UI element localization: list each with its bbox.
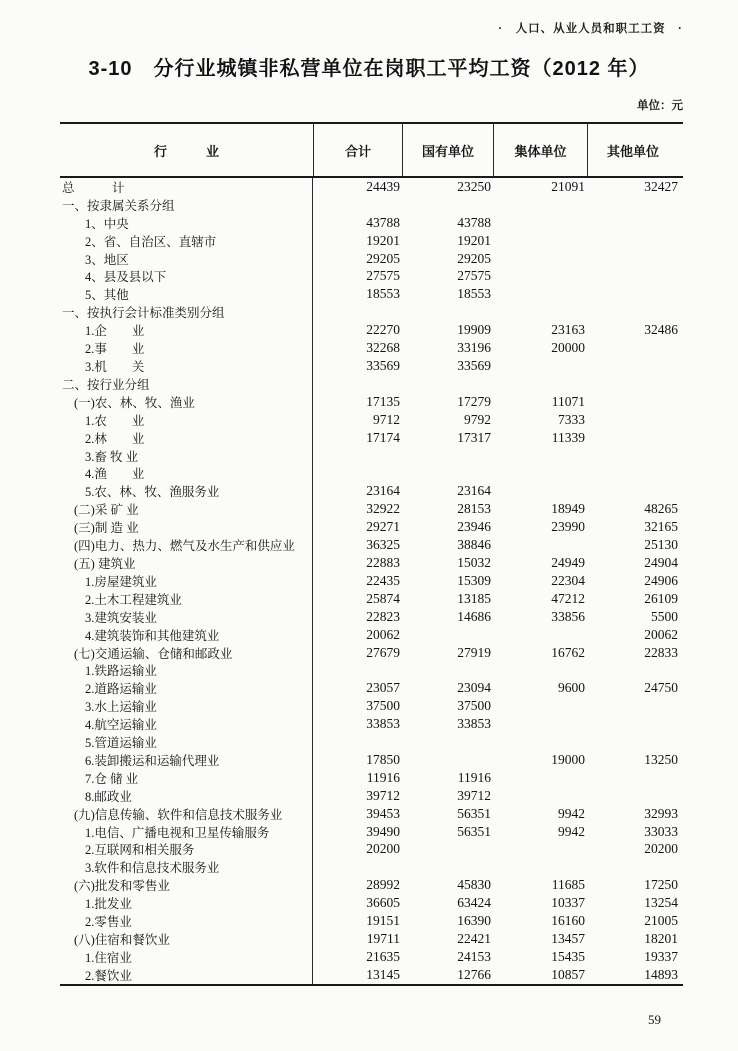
table-row [60, 196, 683, 214]
row-label: 6.装卸搬运和运输代理业 [60, 751, 313, 769]
row-label: 3.水上运输业 [60, 697, 313, 715]
row-value-total: 21635 [366, 948, 400, 964]
row-value-other: 25130 [644, 537, 678, 553]
row-value-state-owned: 63424 [457, 895, 491, 911]
row-value-other: 14893 [644, 966, 678, 982]
row-value-total: 22435 [366, 572, 400, 588]
row-value-state-owned: 29205 [457, 250, 491, 266]
row-label: 4.渔 业 [60, 465, 313, 483]
table-row [60, 679, 683, 697]
row-value-collective: 33856 [551, 608, 585, 624]
row-label: 2.零售业 [60, 912, 313, 930]
row-value-total: 17850 [366, 751, 400, 767]
row-label: 1、中央 [60, 214, 313, 232]
running-head [498, 20, 683, 36]
row-value-total: 36325 [366, 537, 400, 553]
row-value-total: 43788 [366, 214, 400, 230]
row-value-other: 13250 [644, 751, 678, 767]
row-label: 3.建筑安装业 [60, 608, 313, 626]
row-value-state-owned: 14686 [457, 608, 491, 624]
table-row [60, 268, 683, 286]
row-value-state-owned: 28153 [457, 501, 491, 517]
row-value-total: 9712 [373, 411, 400, 427]
table-row [60, 930, 683, 948]
table-row [60, 393, 683, 411]
row-value-state-owned: 13185 [457, 590, 491, 606]
row-value-state-owned: 17317 [457, 429, 491, 445]
row-value-total: 33853 [366, 716, 400, 732]
table-row [60, 912, 683, 930]
row-label: (二)采 矿 业 [60, 500, 313, 518]
row-value-total: 11916 [366, 769, 400, 785]
row-value-collective: 23163 [551, 322, 585, 338]
row-value-total: 32268 [366, 340, 400, 356]
row-value-state-owned: 9792 [464, 411, 491, 427]
table-row [60, 482, 683, 500]
row-value-total: 20200 [366, 841, 400, 857]
row-label: 1.房屋建筑业 [60, 572, 313, 590]
row-value-state-owned: 37500 [457, 698, 491, 714]
row-value-collective: 11685 [551, 877, 585, 893]
row-value-collective: 21091 [551, 178, 585, 194]
row-label: 1.铁路运输业 [60, 661, 313, 679]
row-value-collective: 10857 [551, 966, 585, 982]
row-value-total: 19711 [366, 931, 400, 947]
row-value-total: 24439 [366, 178, 400, 194]
row-label: 4.建筑装饰和其他建筑业 [60, 626, 313, 644]
row-value-total: 17174 [366, 429, 400, 445]
wage-table [60, 122, 683, 986]
row-value-total: 19201 [366, 232, 400, 248]
row-value-collective: 16160 [551, 913, 585, 929]
row-value-state-owned: 27575 [457, 268, 491, 284]
table-row [60, 948, 683, 966]
row-value-collective: 16762 [551, 644, 585, 660]
row-value-other: 24904 [644, 554, 678, 570]
row-value-collective: 22304 [551, 572, 585, 588]
row-label: 二、按行业分组 [60, 375, 313, 393]
row-label: 一、按隶属关系分组 [60, 196, 313, 214]
table-row [60, 554, 683, 572]
row-value-total: 27575 [366, 268, 400, 284]
row-value-other: 32993 [644, 805, 678, 821]
table-row [60, 644, 683, 662]
table-row [60, 626, 683, 644]
row-value-other: 19337 [644, 948, 678, 964]
table-row [60, 375, 683, 393]
row-value-state-owned: 33569 [457, 358, 491, 374]
table-row [60, 429, 683, 447]
row-value-other: 48265 [644, 501, 678, 517]
row-value-state-owned: 19909 [457, 322, 491, 338]
row-label: 2.事 业 [60, 339, 313, 357]
row-value-total: 32922 [366, 501, 400, 517]
row-label: 3.机 关 [60, 357, 313, 375]
row-value-other: 32427 [644, 178, 678, 194]
row-value-collective: 10337 [551, 895, 585, 911]
row-value-collective: 11339 [551, 429, 585, 445]
table-row [60, 536, 683, 554]
row-value-total: 33569 [366, 358, 400, 374]
row-value-collective: 9942 [558, 823, 585, 839]
row-value-total: 25874 [366, 590, 400, 606]
row-label: (九)信息传输、软件和信息技术服务业 [60, 805, 313, 823]
row-label: 2、省、自治区、直辖市 [60, 232, 313, 250]
row-value-collective: 24949 [551, 554, 585, 570]
table-row [60, 733, 683, 751]
table-row [60, 805, 683, 823]
row-value-collective: 9600 [558, 680, 585, 696]
row-value-total: 18553 [366, 286, 400, 302]
row-label: 5、其他 [60, 285, 313, 303]
row-label: 2.土木工程建筑业 [60, 590, 313, 608]
row-value-other: 20062 [644, 626, 678, 642]
table-row [60, 697, 683, 715]
row-value-total: 20062 [366, 626, 400, 642]
row-value-collective: 47212 [551, 590, 585, 606]
table-header-row [60, 122, 683, 178]
table-row [60, 823, 683, 841]
row-value-state-owned: 23946 [457, 519, 491, 535]
row-value-other: 21005 [644, 913, 678, 929]
row-label: 8.邮政业 [60, 787, 313, 805]
col-header-state-owned: 国有单位 [402, 124, 493, 176]
row-label: 4.航空运输业 [60, 715, 313, 733]
unit-label: 单位：元 [637, 100, 683, 112]
row-value-total: 36605 [366, 895, 400, 911]
row-value-state-owned: 18553 [457, 286, 491, 302]
row-value-total: 13145 [366, 966, 400, 982]
row-label: 5.农、林、牧、渔服务业 [60, 482, 313, 500]
table-row [60, 572, 683, 590]
row-label: 3.软件和信息技术服务业 [60, 858, 313, 876]
row-value-collective: 18949 [551, 501, 585, 517]
row-value-total: 39453 [366, 805, 400, 821]
row-value-total: 39490 [366, 823, 400, 839]
row-value-total: 23164 [366, 483, 400, 499]
row-label: (四)电力、热力、燃气及水生产和供应业 [60, 536, 313, 554]
row-label: 2.道路运输业 [60, 679, 313, 697]
row-value-collective: 7333 [558, 411, 585, 427]
table-row [60, 285, 683, 303]
table-row [60, 858, 683, 876]
row-label: 1.住宿业 [60, 948, 313, 966]
row-value-state-owned: 33853 [457, 716, 491, 732]
row-value-collective: 19000 [551, 751, 585, 767]
col-header-collective: 集体单位 [493, 124, 587, 176]
row-value-collective: 15435 [551, 948, 585, 964]
table-row [60, 339, 683, 357]
row-value-other: 17250 [644, 877, 678, 893]
table-row [60, 303, 683, 321]
row-value-state-owned: 16390 [457, 913, 491, 929]
row-value-state-owned: 56351 [457, 823, 491, 839]
row-value-state-owned: 12766 [457, 966, 491, 982]
row-value-other: 5500 [651, 608, 678, 624]
col-header-industry: 行 业 [153, 143, 219, 159]
table-row [60, 841, 683, 859]
table-row [60, 357, 683, 375]
row-value-other: 22833 [644, 644, 678, 660]
row-value-other: 24750 [644, 680, 678, 696]
table-row [60, 876, 683, 894]
row-value-total: 19151 [366, 913, 400, 929]
row-value-state-owned: 33196 [457, 340, 491, 356]
row-value-state-owned: 43788 [457, 214, 491, 230]
row-value-total: 22883 [366, 554, 400, 570]
row-label: 1.批发业 [60, 894, 313, 912]
row-value-other: 18201 [644, 931, 678, 947]
row-label: 1.农 业 [60, 411, 313, 429]
row-value-total: 28992 [366, 877, 400, 893]
table-row [60, 214, 683, 232]
row-label: (三)制 造 业 [60, 518, 313, 536]
table-row [60, 894, 683, 912]
row-value-other: 33033 [644, 823, 678, 839]
row-value-total: 22270 [366, 322, 400, 338]
row-value-state-owned: 38846 [457, 537, 491, 553]
row-value-other: 13254 [644, 895, 678, 911]
table-row [60, 232, 683, 250]
page-title: 3-10 分行业城镇非私营单位在岗职工平均工资（2012 年） [88, 58, 650, 80]
row-value-state-owned: 27919 [457, 644, 491, 660]
row-value-state-owned: 23250 [457, 178, 491, 194]
table-row [60, 518, 683, 536]
table-row [60, 178, 683, 196]
row-value-state-owned: 24153 [457, 948, 491, 964]
table-row [60, 966, 683, 984]
row-value-state-owned: 39712 [457, 787, 491, 803]
col-header-other: 其他单位 [587, 124, 683, 176]
row-value-other: 24906 [644, 572, 678, 588]
table-row [60, 321, 683, 339]
row-value-total: 37500 [366, 698, 400, 714]
table-row [60, 661, 683, 679]
table-row [60, 465, 683, 483]
row-label: 总 计 [60, 178, 313, 196]
row-label: 1.电信、广播电视和卫星传输服务 [60, 823, 313, 841]
table-row [60, 715, 683, 733]
row-value-other: 32486 [644, 322, 678, 338]
row-value-state-owned: 22421 [457, 931, 491, 947]
row-label: (七)交通运输、仓储和邮政业 [60, 644, 313, 662]
row-value-state-owned: 23094 [457, 680, 491, 696]
row-label: 5.管道运输业 [60, 733, 313, 751]
row-label: 2.餐饮业 [60, 966, 313, 984]
row-label: (一)农、林、牧、渔业 [60, 393, 313, 411]
page-number: 59 [648, 1012, 661, 1027]
col-header-total: 合计 [313, 124, 402, 176]
row-label: 3、地区 [60, 250, 313, 268]
table-row [60, 250, 683, 268]
row-value-state-owned: 56351 [457, 805, 491, 821]
table-row [60, 751, 683, 769]
row-label: 3.畜 牧 业 [60, 447, 313, 465]
row-label: (六)批发和零售业 [60, 876, 313, 894]
running-head-text: · 人口、从业人员和职工工资 · [498, 23, 683, 35]
row-value-state-owned: 17279 [457, 393, 491, 409]
table-row [60, 608, 683, 626]
table-row [60, 447, 683, 465]
table-row [60, 787, 683, 805]
row-value-collective: 20000 [551, 340, 585, 356]
row-value-total: 27679 [366, 644, 400, 660]
row-value-collective: 23990 [551, 519, 585, 535]
row-label: (八)住宿和餐饮业 [60, 930, 313, 948]
row-label: (五) 建筑业 [60, 554, 313, 572]
row-value-state-owned: 45830 [457, 877, 491, 893]
row-value-state-owned: 19201 [457, 232, 491, 248]
table-body [60, 178, 683, 986]
row-label: 一、按执行会计标准类别分组 [60, 303, 313, 321]
row-value-total: 23057 [366, 680, 400, 696]
table-row [60, 590, 683, 608]
row-label: 7.仓 储 业 [60, 769, 313, 787]
row-value-collective: 9942 [558, 805, 585, 821]
row-value-other: 20200 [644, 841, 678, 857]
row-value-state-owned: 15032 [457, 554, 491, 570]
row-label: 2.互联网和相关服务 [60, 841, 313, 859]
row-label: 4、县及县以下 [60, 268, 313, 286]
row-value-state-owned: 11916 [457, 769, 491, 785]
row-value-other: 26109 [644, 590, 678, 606]
row-value-total: 17135 [366, 393, 400, 409]
row-value-collective: 11071 [551, 393, 585, 409]
row-value-total: 29271 [366, 519, 400, 535]
row-label: 1.企 业 [60, 321, 313, 339]
row-value-total: 29205 [366, 250, 400, 266]
row-value-collective: 13457 [551, 931, 585, 947]
row-value-total: 22823 [366, 608, 400, 624]
table-row [60, 411, 683, 429]
table-row [60, 769, 683, 787]
row-label: 2.林 业 [60, 429, 313, 447]
row-value-total: 39712 [366, 787, 400, 803]
row-value-state-owned: 15309 [457, 572, 491, 588]
row-value-state-owned: 23164 [457, 483, 491, 499]
row-value-other: 32165 [644, 519, 678, 535]
table-row [60, 500, 683, 518]
